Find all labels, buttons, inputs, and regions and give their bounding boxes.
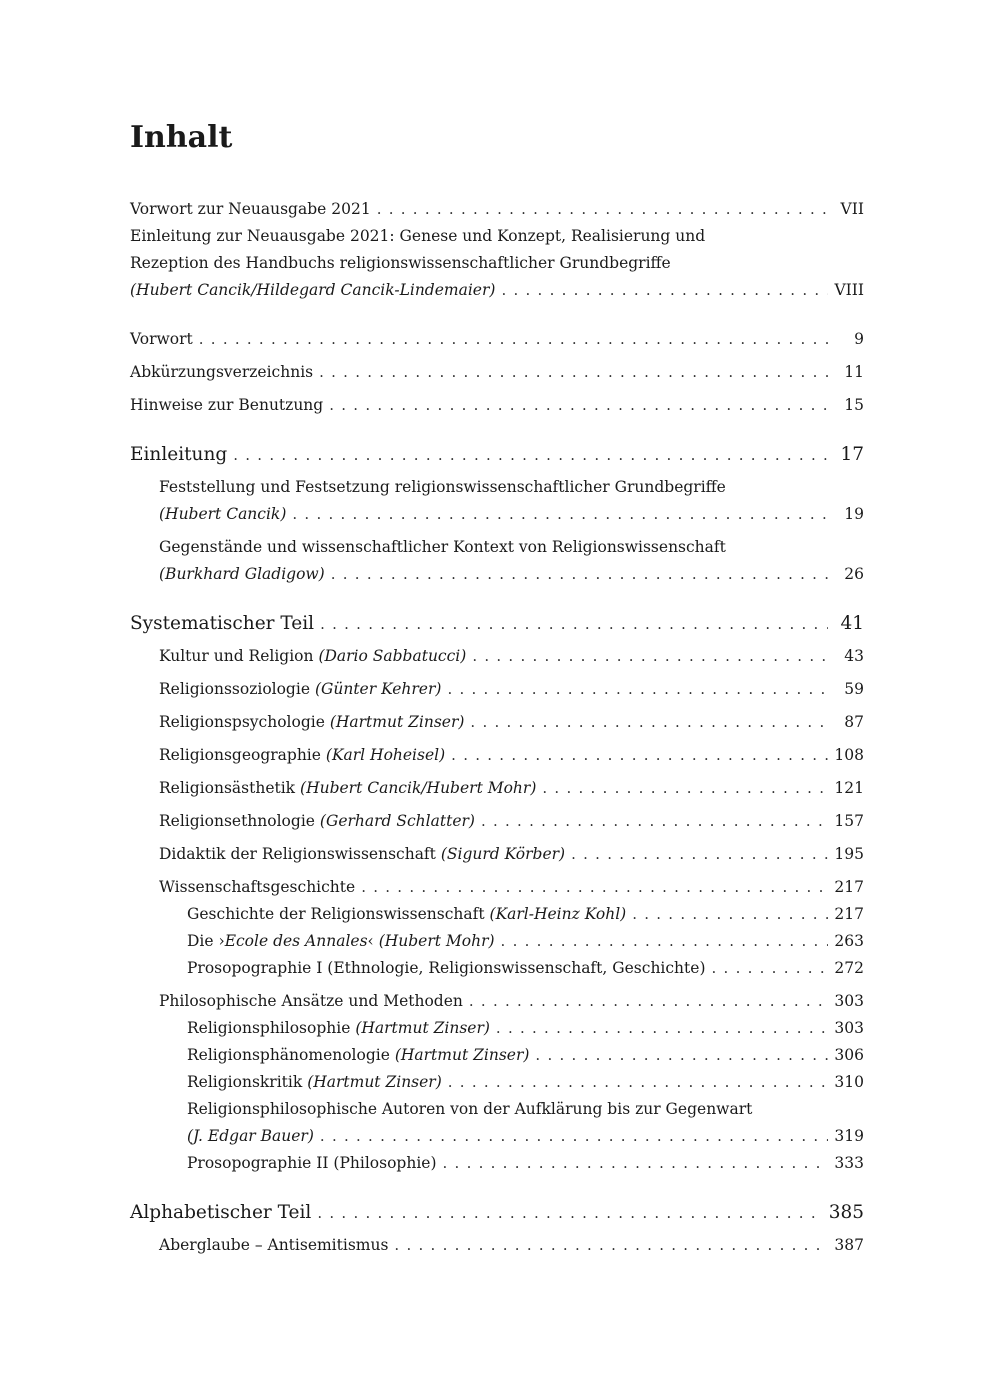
entry-author: (Hubert Cancik): [159, 505, 287, 523]
toc-entry-religionskritik[interactable]: [130, 1069, 864, 1096]
entry-title: Hinweise zur Benutzung: [130, 396, 324, 414]
entry-author: (Hubert Cancik/Hubert Mohr): [300, 779, 537, 797]
page-number: 333: [834, 1154, 864, 1172]
dot-leader: [535, 1042, 828, 1069]
page-number: 121: [834, 779, 864, 797]
entry-author: (Burkhard Gladigow): [159, 565, 325, 583]
dot-leader: [292, 501, 828, 528]
page-number: 306: [834, 1046, 864, 1064]
page-number: VII: [840, 200, 864, 218]
entry-title: Vorwort: [130, 330, 193, 348]
toc-entry-didaktik[interactable]: [130, 841, 864, 868]
page-number: 387: [834, 1236, 864, 1254]
page-number: 217: [834, 878, 864, 896]
page-number: VIII: [834, 281, 864, 299]
entry-title: Philosophische Ansätze und Methoden: [159, 992, 463, 1010]
dot-leader: [472, 643, 828, 670]
toc-entry-gegenstaende[interactable]: [130, 561, 864, 588]
entry-title: Prosopographie I (Ethnologie, Religionswissenschaft, Geschichte): [187, 959, 706, 977]
toc-entry-hinweise[interactable]: [130, 392, 864, 419]
entry-author: (Hartmut Zinser): [329, 713, 465, 731]
dot-leader: [470, 709, 828, 736]
dot-leader: [501, 928, 828, 955]
page-number: 15: [844, 396, 864, 414]
dot-leader: [320, 611, 828, 638]
toc-entry-religionsphilosophie[interactable]: [130, 1015, 864, 1042]
entry-title: Vorwort zur Neuausgabe 2021: [130, 200, 371, 218]
page-title: Inhalt: [130, 120, 233, 155]
page-number: 43: [844, 647, 864, 665]
entry-title: Die ›: [187, 932, 225, 950]
page-number: 11: [844, 363, 864, 381]
entry-title: Wissenschaftsgeschichte: [159, 878, 356, 896]
entry-title-line[interactable]: Gegenstände und wissenschaftlicher Kontext von Religionswissenschaft: [159, 538, 726, 556]
dot-leader: [199, 326, 828, 353]
entry-title: Religionspsychologie: [159, 713, 325, 731]
dot-leader: [481, 808, 828, 835]
toc-entry-feststellung[interactable]: [130, 501, 864, 528]
page-number: 9: [854, 330, 864, 348]
entry-title: Religionsästhetik: [159, 779, 296, 797]
page-number: 217: [834, 905, 864, 923]
page-number: 19: [844, 505, 864, 523]
entry-title: Religionsethnologie: [159, 812, 315, 830]
toc-entry-religionspsychologie[interactable]: [130, 709, 864, 736]
entry-title-after: ‹: [367, 932, 374, 950]
toc-entry-geschichte-rw[interactable]: [130, 901, 864, 928]
toc-entry-aberglaube[interactable]: [130, 1232, 864, 1259]
page-number: 157: [834, 812, 864, 830]
toc-entry-prosopographie-1[interactable]: [130, 955, 864, 982]
entry-title: Religionssoziologie: [159, 680, 310, 698]
toc-entry-religionsethnologie[interactable]: [130, 808, 864, 835]
entry-author: (Sigurd Körber): [440, 845, 566, 863]
toc-entry-religionsphaenomenologie[interactable]: [130, 1042, 864, 1069]
dot-leader: [317, 1200, 822, 1227]
entry-author: (Hartmut Zinser): [307, 1073, 442, 1091]
dot-leader: [443, 1150, 829, 1177]
dot-leader: [329, 392, 828, 419]
toc-entry-religionsgeographie[interactable]: [130, 742, 864, 769]
page-number: 17: [840, 444, 864, 465]
dot-leader: [571, 841, 828, 868]
toc-entry-kultur-religion[interactable]: [130, 643, 864, 670]
dot-leader: [331, 561, 828, 588]
entry-title-line[interactable]: Rezeption des Handbuchs religionswissenschaftlicher Grundbegriffe: [130, 254, 671, 272]
page-number: 303: [834, 992, 864, 1010]
entry-author: (Hubert Cancik/Hildegard Cancik-Lindemaier): [130, 281, 496, 299]
toc-entry-abkuerzungen[interactable]: [130, 359, 864, 386]
dot-leader: [320, 1123, 828, 1150]
page-number: 303: [834, 1019, 864, 1037]
dot-leader: [448, 1069, 828, 1096]
page-number: 263: [834, 932, 864, 950]
toc-entry-philosophische-ansaetze[interactable]: [130, 988, 864, 1015]
entry-title: Religionsphänomenologie: [187, 1046, 390, 1064]
toc-section-einleitung[interactable]: [130, 441, 864, 468]
entry-title-italic: Ecole des Annales: [224, 932, 368, 950]
dot-leader: [447, 676, 828, 703]
toc-entry-einleitung-neuausgabe[interactable]: [130, 277, 864, 304]
entry-author: (J. Edgar Bauer): [187, 1127, 314, 1145]
entry-title: Geschichte der Religionswissenschaft: [187, 905, 485, 923]
toc-entry-prosopographie-2[interactable]: [130, 1150, 864, 1177]
entry-author: (Hartmut Zinser): [394, 1046, 530, 1064]
dot-leader: [377, 196, 828, 223]
dot-leader: [469, 988, 828, 1015]
dot-leader: [361, 874, 828, 901]
dot-leader: [451, 742, 828, 769]
page-number: 385: [828, 1202, 864, 1223]
entry-title-line[interactable]: Religionsphilosophische Autoren von der Aufklärung bis zur Gegenwart: [187, 1100, 753, 1118]
page-number: 41: [840, 613, 864, 634]
page-number: 319: [834, 1127, 864, 1145]
entry-title-line[interactable]: Feststellung und Festsetzung religionswissenschaftlicher Grundbegriffe: [159, 478, 726, 496]
toc-entry-vorwort[interactable]: [130, 326, 864, 353]
dot-leader: [501, 277, 828, 304]
dot-leader: [632, 901, 828, 928]
dot-leader: [319, 359, 828, 386]
toc-entry-ecole-des-annales[interactable]: [130, 928, 864, 955]
toc-entry-wissenschaftsgeschichte[interactable]: [130, 874, 864, 901]
entry-title: Religionsphilosophie: [187, 1019, 351, 1037]
section-title: Alphabetischer Teil: [130, 1202, 312, 1223]
dot-leader: [233, 442, 828, 469]
toc-section-systematischer-teil[interactable]: [130, 610, 864, 637]
entry-author: (Hartmut Zinser): [355, 1019, 490, 1037]
entry-title: Religionsgeographie: [159, 746, 321, 764]
entry-title: Aberglaube – Antisemitismus: [159, 1236, 389, 1254]
entry-title-line[interactable]: Einleitung zur Neuausgabe 2021: Genese und Konzept, Realisierung und: [130, 227, 706, 245]
dot-leader: [496, 1015, 828, 1042]
entry-author: (Gerhard Schlatter): [319, 812, 475, 830]
page-number: 26: [844, 565, 864, 583]
entry-author: (Günter Kehrer): [314, 680, 442, 698]
entry-title: Prosopographie II (Philosophie): [187, 1154, 437, 1172]
toc-entry-religionsaesthetik[interactable]: [130, 775, 864, 802]
entry-title: Religionskritik: [187, 1073, 303, 1091]
page-number: 59: [844, 680, 864, 698]
toc-section-alphabetischer-teil[interactable]: [130, 1199, 864, 1226]
dot-leader: [712, 955, 829, 982]
page-number: 87: [844, 713, 864, 731]
entry-author: (Hubert Mohr): [378, 932, 495, 950]
dot-leader: [542, 775, 828, 802]
table-of-contents: [130, 196, 864, 1259]
dot-leader: [394, 1232, 828, 1259]
entry-title: Abkürzungsverzeichnis: [130, 363, 314, 381]
section-title: Einleitung: [130, 444, 228, 465]
entry-author: (Karl-Heinz Kohl): [489, 905, 627, 923]
entry-title: Didaktik der Religionswissenschaft: [159, 845, 436, 863]
toc-entry-vorwort-neuausgabe[interactable]: [130, 196, 864, 223]
page-number: 272: [834, 959, 864, 977]
page-number: 108: [834, 746, 864, 764]
toc-entry-religionsphilosophische-autoren[interactable]: [130, 1123, 864, 1150]
entry-author: (Karl Hoheisel): [325, 746, 446, 764]
page-number: 195: [834, 845, 864, 863]
entry-title: Kultur und Religion: [159, 647, 314, 665]
page-number: 310: [834, 1073, 864, 1091]
section-title: Systematischer Teil: [130, 613, 315, 634]
entry-author: (Dario Sabbatucci): [318, 647, 467, 665]
toc-entry-religionssoziologie[interactable]: [130, 676, 864, 703]
